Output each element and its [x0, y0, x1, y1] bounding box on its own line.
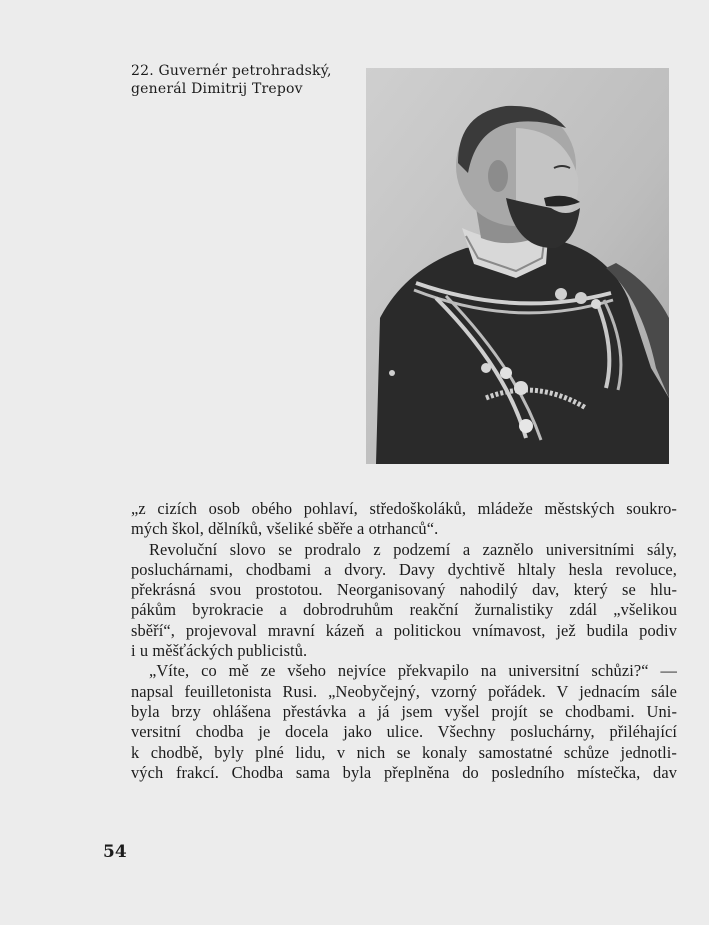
text-line: posluchárnami, chodbami a dvory. Davy dychtivě hltaly hesla revoluce,	[131, 559, 677, 579]
text-line: Revoluční slovo se prodralo z podzemí a zaznělo universitními sály,	[149, 539, 677, 559]
text-line: pákům byrokracie a dobrodruhům reakční žurnalistiky zdál „všelikou	[131, 600, 677, 620]
text-line: napsal feuilletonista Rusi. „Neobyčejný, vzorný pořádek. V jednacím sále	[131, 681, 677, 701]
text-line: mých škol, dělníků, všeliké sběře a otrhanců“.	[131, 519, 439, 539]
text-line: sběří“, projevoval mravní kázeň a politickou vnímavost, jež budila podiv	[131, 620, 677, 640]
text-line: k chodbě, byly plné lidu, v nich se konaly samostatné schůze jednotli-	[131, 742, 677, 762]
text-line: byla brzy ohlášena přestávka a já jsem vyšel projít se chodbami. Uni-	[131, 701, 677, 721]
caption-line-1: 22. Guvernér petrohradský,	[131, 63, 332, 79]
text-line: i u měšťáckých publicistů.	[131, 641, 308, 661]
text-line: překrásná svou prostotou. Neorganisovaný nahodilý dav, který se hlu-	[131, 580, 677, 600]
text-line: versitní chodba je docela jako ulice. Všechny posluchárny, přiléhající	[131, 722, 677, 742]
text-line: vých frakcí. Chodba sama byla přeplněna do posledního místečka, dav	[131, 762, 677, 782]
body-text	[131, 499, 677, 783]
text-line: „z cizích osob obého pohlaví, středoškoláků, mládeže městských soukro-	[131, 499, 677, 518]
caption-line-2: generál Dimitrij Trepov	[131, 81, 303, 97]
portrait-photo	[366, 68, 669, 464]
figure-caption	[131, 62, 351, 98]
text-line: „Víte, co mě ze všeho nejvíce překvapilo na universitní schůzi?“ —	[149, 661, 677, 681]
page-number: 54	[103, 842, 127, 862]
